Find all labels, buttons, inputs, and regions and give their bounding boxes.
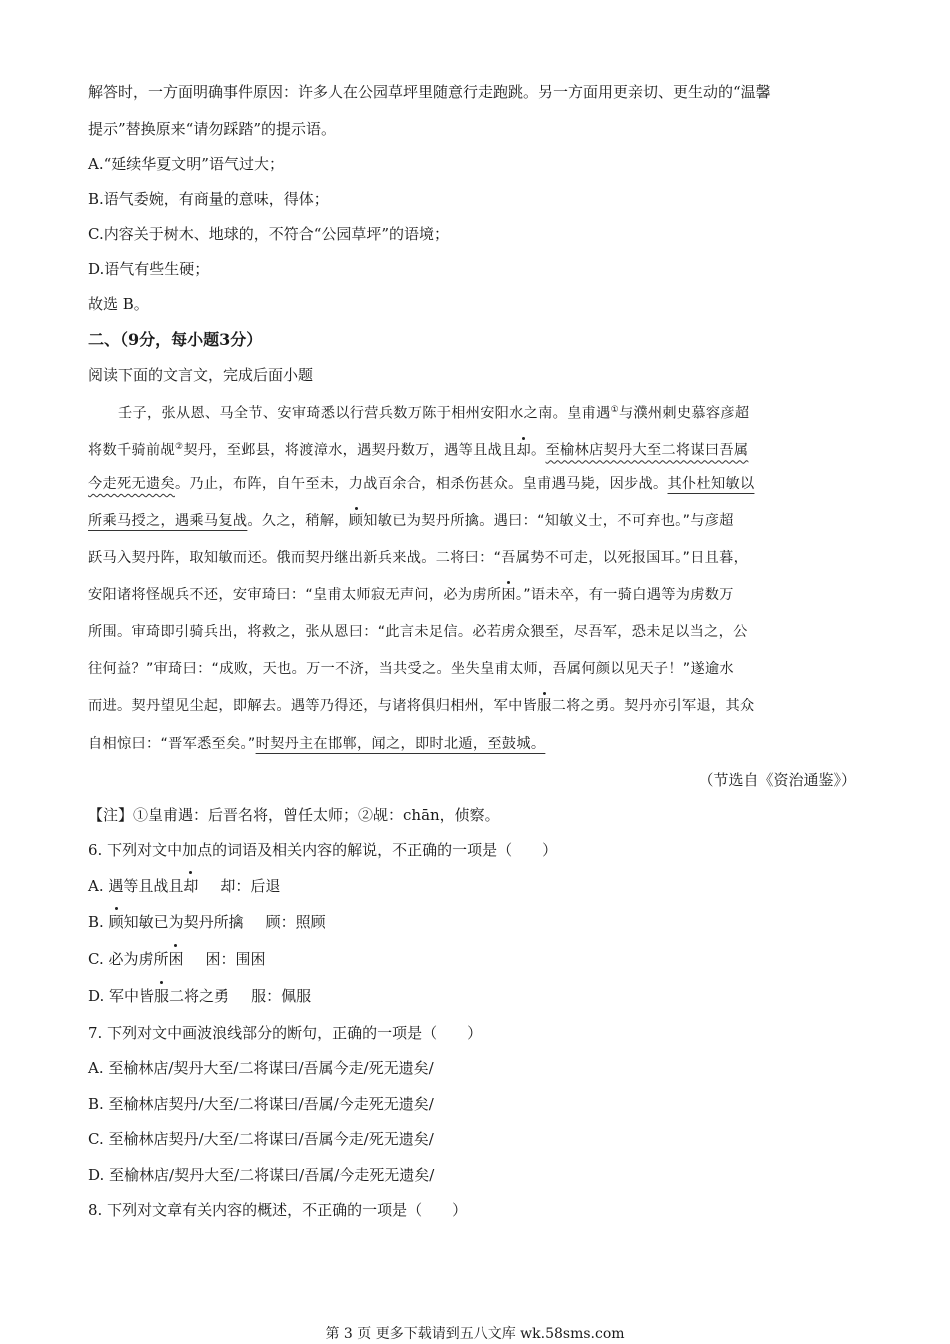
dotted-word-gu: 顾: [108, 913, 124, 931]
dotted-word-fu: 服: [154, 987, 170, 1005]
passage-line-6: [88, 585, 858, 605]
passage-line-4: [88, 511, 858, 531]
dotted-word-que: 却: [183, 877, 199, 895]
underlined-translation-text: 其仆杜知敏以: [667, 476, 755, 492]
option-text: 二将之勇: [169, 987, 230, 1005]
option-explanation: 顾：照顾: [265, 913, 326, 931]
answer-option-a: A.“延续华夏文明”语气过大；: [88, 155, 284, 173]
option-explanation: 服：佩服: [251, 987, 312, 1005]
passage-text: 与濮州刺史慕容彦超: [618, 405, 750, 422]
passage-text: 。乃止，布阵，自午至未，力战百余合，相杀伤甚众。皇甫遇马毙，因步战。: [174, 476, 668, 492]
dotted-word-kun: 困: [501, 587, 516, 603]
passage-text: 。: [531, 442, 546, 459]
question-7-option-b: B. 至榆林店契丹/大至/二将谋曰/吾属/今走死无遗矣/: [88, 1095, 434, 1113]
passage-line-10: [88, 734, 858, 754]
passage-line-3: [88, 474, 858, 494]
passage-text: 。”语未卒，有一骑白遇等为虏数万: [515, 587, 734, 603]
passage-text: 自相惊曰：“晋军悉至矣。”: [88, 736, 256, 752]
passage-text: 二将之勇。契丹亦引军退，其众: [551, 698, 755, 714]
answer-option-c: C.内容关于树木、地球的，不符合“公园草坪”的语境；: [88, 225, 450, 243]
answer-option-b: B.语气委婉，有商量的意味，得体；: [88, 190, 329, 208]
option-text: A. 遇等且战且: [88, 877, 184, 895]
question-7-option-d: D. 至榆林店/契丹大至/二将谋曰/吾属/今走死无遗矣/: [88, 1166, 435, 1184]
question-6-option-b: [88, 912, 326, 932]
answer-option-d: D.语气有些生硬；: [88, 260, 210, 278]
question-6-option-c: [88, 949, 266, 969]
passage-text: 契丹，至邺县，将渡漳水，遇契丹数万，遇等且战且: [183, 442, 517, 459]
option-text: 知敏已为契丹所擒: [123, 913, 244, 931]
passage-line-9: [88, 696, 858, 716]
answer-explanation-line-2: 提示”替换原来“请勿踩踏”的提示语。: [88, 120, 337, 138]
passage-text: 安阳诸将怪觇兵不还，安审琦曰：“皇甫太师寂无声问，必为虏所: [88, 587, 502, 603]
wavy-underlined-text: 今走死无遗矣: [88, 476, 175, 492]
passage-text: 。久之，稍解，: [247, 513, 349, 529]
passage-line-5: 跃马入契丹阵，取知敏而还。俄而契丹继出新兵来战。二将曰：“吾属势不可走，以死报国耳。”日且暮，: [88, 550, 749, 566]
question-6-stem: 6. 下列对文中加点的词语及相关内容的解说，不正确的一项是（ ）: [88, 841, 558, 859]
passage-line-8: 往何益？”审琦曰：“成败，天也。万一不济，当共受之。坐失皇甫太师，吾属何颜以见天子！”遂逾水: [88, 661, 734, 677]
footnote-marker-2: ②: [174, 442, 184, 452]
option-explanation: 却：后退: [220, 877, 281, 895]
page-footer: 第 3 页 更多下载请到五八文库 wk.58sms.com: [325, 1326, 625, 1342]
dotted-word-gu: 顾: [348, 513, 364, 529]
option-text: C. 必为虏所: [88, 950, 169, 968]
question-6-option-a: [88, 876, 280, 896]
section-instruction: 阅读下面的文言文，完成后面小题: [88, 366, 314, 384]
passage-line-2: [88, 437, 858, 461]
passage-text: 而进。契丹望见尘起，即解去。遇等乃得还，与诸将俱归相州，军中皆: [88, 698, 538, 714]
dotted-word-fu: 服: [537, 698, 552, 714]
question-6-option-d: [88, 986, 311, 1006]
passage-text: 知敏已为契丹所擒。遇曰：“知敏义士，不可弃也。”与彦超: [363, 513, 734, 529]
passage-source: （节选自《资治通鉴》）: [698, 771, 856, 789]
question-7-stem: 7. 下列对文中画波浪线部分的断句，正确的一项是（ ）: [88, 1024, 483, 1042]
passage-line-1: [88, 400, 888, 424]
option-text: B.: [88, 913, 109, 931]
question-8-stem: 8. 下列对文章有关内容的概述，不正确的一项是（ ）: [88, 1201, 468, 1219]
annotation-note: 【注】①皇甫遇：后晋名将，曾任太师；②觇：chān，侦察。: [88, 806, 500, 824]
passage-text: 壬子，张从恩、马全节、安审琦悉以行营兵数万陈于相州安阳水之南。皇甫遇: [118, 405, 611, 422]
answer-explanation-line-1: 解答时，一方面明确事件原因：许多人在公园草坪里随意行走跑跳。另一方面用更亲切、更生动的“温馨: [88, 83, 771, 101]
passage-text: 将数千骑前觇: [88, 442, 175, 459]
question-7-option-a: A. 至榆林店/契丹大至/二将谋曰/吾属今走/死无遗矣/: [88, 1059, 434, 1077]
wavy-underlined-text: 至榆林店契丹大至二将谋曰吾属: [545, 442, 749, 459]
passage-line-7: 所围。审琦即引骑兵出，将救之，张从恩曰：“此言未足信。必若虏众猥至，尽吾军，恐未足以当之，公: [88, 624, 748, 640]
dotted-word-que: 却: [516, 442, 532, 459]
section-heading: 二、（9分，每小题3分）: [88, 330, 263, 349]
dotted-word-kun: 困: [168, 950, 184, 968]
footnote-marker-1: ①: [610, 405, 619, 415]
question-7-option-c: C. 至榆林店契丹/大至/二将谋曰/吾属今走/死无遗矣/: [88, 1130, 434, 1148]
underlined-translation-text: 时契丹主在邯郸，闻之，即时北遁，至鼓城。: [255, 736, 546, 752]
option-explanation: 困：围困: [205, 950, 266, 968]
option-text: D. 军中皆: [88, 987, 155, 1005]
answer-conclusion: 故选 B。: [88, 295, 149, 313]
underlined-translation-text: 所乘马授之，遇乘马复战: [88, 513, 248, 529]
